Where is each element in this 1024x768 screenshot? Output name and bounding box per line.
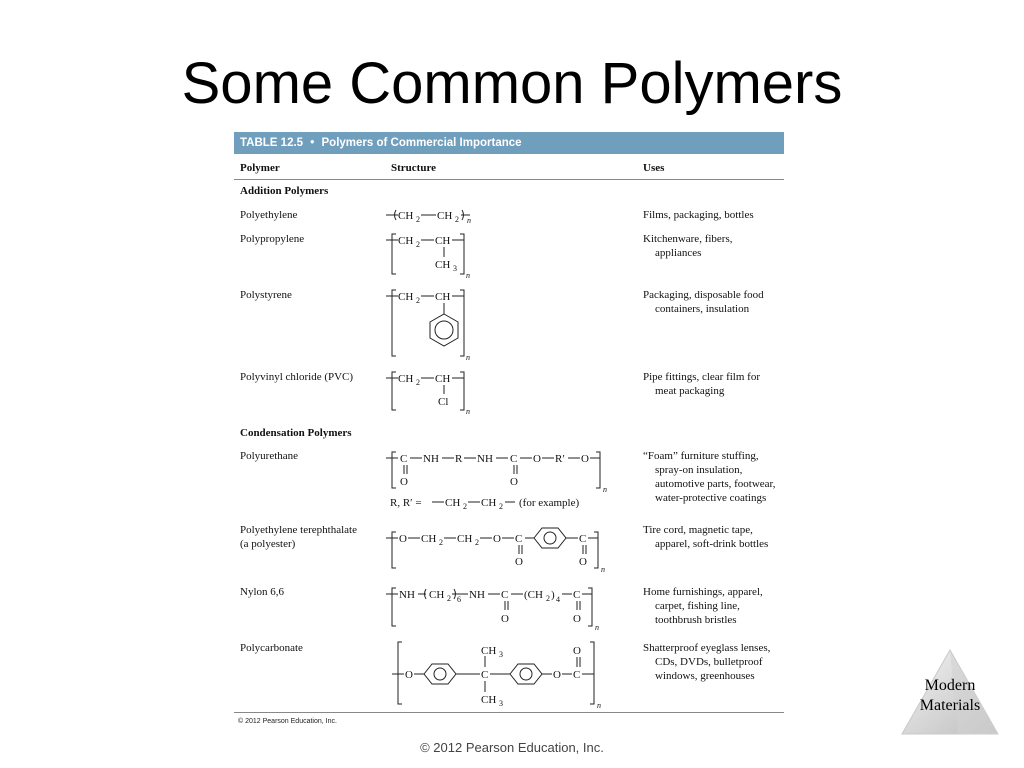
- svg-text:O: O: [553, 669, 561, 681]
- svg-text:R′: R′: [555, 453, 565, 465]
- svg-text:n: n: [597, 701, 601, 710]
- svg-text:n: n: [595, 623, 599, 632]
- svg-text:C: C: [573, 589, 581, 601]
- svg-text:n: n: [603, 485, 607, 494]
- polymer-name: Polyurethane: [240, 450, 299, 462]
- svg-text:C: C: [579, 533, 587, 545]
- svg-text:C: C: [501, 589, 509, 601]
- svg-text:O: O: [501, 613, 509, 625]
- polymer-name: Nylon 6,6: [240, 586, 284, 598]
- svg-text:NH: NH: [423, 453, 439, 465]
- svg-text:NH: NH: [477, 453, 493, 465]
- svg-text:2: 2: [463, 502, 467, 511]
- svg-text:2: 2: [447, 594, 451, 603]
- svg-text:2: 2: [416, 240, 420, 249]
- svg-text:CH: CH: [481, 645, 497, 657]
- svg-text:3: 3: [453, 264, 457, 273]
- svg-text:O: O: [581, 453, 589, 465]
- svg-text:C: C: [515, 533, 523, 545]
- svg-text:3: 3: [499, 650, 503, 659]
- structure-polyurethane: [384, 448, 624, 512]
- structure-pet: [384, 528, 624, 578]
- polymer-uses: Films, packaging, bottles: [643, 209, 754, 221]
- svg-text:2: 2: [546, 594, 550, 603]
- structure-pvc: [384, 368, 484, 418]
- header-structure: Structure: [391, 162, 437, 174]
- polymers-table: [234, 132, 784, 732]
- table-copyright: © 2012 Pearson Education, Inc.: [238, 718, 337, 725]
- svg-text:C: C: [510, 453, 518, 465]
- svg-text:C: C: [481, 669, 489, 681]
- svg-text:CH: CH: [398, 291, 414, 303]
- svg-text:CH: CH: [481, 497, 497, 509]
- section-condensation: Condensation Polymers: [240, 427, 352, 439]
- section-addition: Addition Polymers: [240, 185, 329, 197]
- svg-text:CH: CH: [437, 210, 453, 222]
- polymer-uses: Pipe fittings, clear film for meat packaging: [643, 371, 760, 397]
- structure-polycarbonate: [384, 640, 624, 712]
- slide-title: Some Common Polymers: [181, 51, 843, 116]
- svg-text:n: n: [601, 565, 605, 574]
- polymer-uses: “Foam” furniture stuffing, spray-on insulation, automotive parts, footwear, water-protective coatings: [643, 450, 776, 504]
- polymer-name: Polyethylene: [240, 209, 298, 221]
- table-bottom-rule: [234, 712, 784, 713]
- structure-polypropylene: [384, 230, 484, 280]
- svg-text:): ): [551, 589, 555, 601]
- svg-text:n: n: [467, 216, 471, 225]
- svg-text:O: O: [510, 476, 518, 488]
- svg-text:O: O: [573, 645, 581, 657]
- polymer-name: Polycarbonate: [240, 642, 303, 654]
- svg-text:3: 3: [499, 699, 503, 708]
- polymer-name: Polyethylene terephthalate (a polyester): [240, 524, 357, 550]
- polymer-uses: Packaging, disposable food containers, insulation: [643, 289, 764, 315]
- svg-text:O: O: [399, 533, 407, 545]
- table-caption: Polymers of Commercial Importance: [321, 137, 522, 149]
- polymer-name: Polystyrene: [240, 289, 292, 301]
- polymer-name: Polyvinyl chloride (PVC): [240, 371, 354, 383]
- svg-text:4: 4: [556, 595, 560, 604]
- svg-text:O: O: [533, 453, 541, 465]
- svg-text:n: n: [466, 271, 470, 280]
- svg-text:NH: NH: [469, 589, 485, 601]
- header-divider: [234, 179, 784, 180]
- svg-text:(for example): (for example): [519, 497, 580, 509]
- slide-footer: © 2012 Pearson Education, Inc.: [420, 740, 604, 755]
- svg-text:CH: CH: [481, 694, 497, 706]
- svg-text:NH: NH: [399, 589, 415, 601]
- table-label: TABLE 12.5: [240, 137, 304, 149]
- svg-text:CH: CH: [421, 533, 437, 545]
- structure-nylon: [384, 584, 624, 634]
- modern-materials-badge: [898, 648, 1002, 738]
- svg-text:n: n: [466, 407, 470, 416]
- svg-text:O: O: [405, 669, 413, 681]
- structure-polyethylene: [384, 206, 484, 228]
- polymer-uses: Tire cord, magnetic tape, apparel, soft-drink bottles: [643, 524, 769, 550]
- svg-text:R, R′ =: R, R′ =: [390, 497, 422, 509]
- svg-text:2: 2: [416, 215, 420, 224]
- caption-separator: •: [310, 137, 315, 149]
- svg-text:O: O: [400, 476, 408, 488]
- svg-text:6: 6: [457, 595, 461, 604]
- header-polymer: Polymer: [240, 162, 280, 174]
- svg-text:2: 2: [416, 378, 420, 387]
- svg-text:CH: CH: [445, 497, 461, 509]
- structure-polystyrene: [384, 286, 484, 362]
- svg-text:CH: CH: [435, 235, 451, 247]
- svg-text:O: O: [579, 556, 587, 568]
- polymer-uses: Shatterproof eyeglass lenses, CDs, DVDs, bulletproof windows, greenhouses: [643, 642, 771, 682]
- svg-text:CH: CH: [398, 210, 414, 222]
- svg-text:CH: CH: [429, 589, 445, 601]
- svg-text:C: C: [573, 669, 581, 681]
- svg-text:2: 2: [416, 296, 420, 305]
- table-caption-bar: [234, 132, 784, 154]
- badge-label: Modern Materials: [919, 677, 981, 714]
- svg-text:CH: CH: [435, 291, 451, 303]
- header-uses: Uses: [643, 162, 665, 174]
- svg-text:2: 2: [439, 538, 443, 547]
- svg-text:O: O: [493, 533, 501, 545]
- svg-text:CH: CH: [435, 373, 451, 385]
- svg-text:O: O: [515, 556, 523, 568]
- polymer-uses: Kitchenware, fibers, appliances: [643, 233, 733, 259]
- svg-text:C: C: [400, 453, 408, 465]
- svg-text:CH: CH: [398, 373, 414, 385]
- svg-text:2: 2: [455, 215, 459, 224]
- polymer-uses: Home furnishings, apparel, carpet, fishing line, toothbrush bristles: [643, 586, 763, 626]
- svg-text:CH: CH: [457, 533, 473, 545]
- svg-text:CH: CH: [398, 235, 414, 247]
- svg-text:CH: CH: [435, 259, 451, 271]
- svg-text:O: O: [573, 613, 581, 625]
- svg-text:2: 2: [499, 502, 503, 511]
- svg-text:(CH: (CH: [524, 589, 543, 601]
- polymer-name: Polypropylene: [240, 233, 305, 245]
- svg-text:n: n: [466, 353, 470, 362]
- svg-text:Cl: Cl: [438, 396, 449, 408]
- svg-text:2: 2: [475, 538, 479, 547]
- svg-text:R: R: [455, 453, 463, 465]
